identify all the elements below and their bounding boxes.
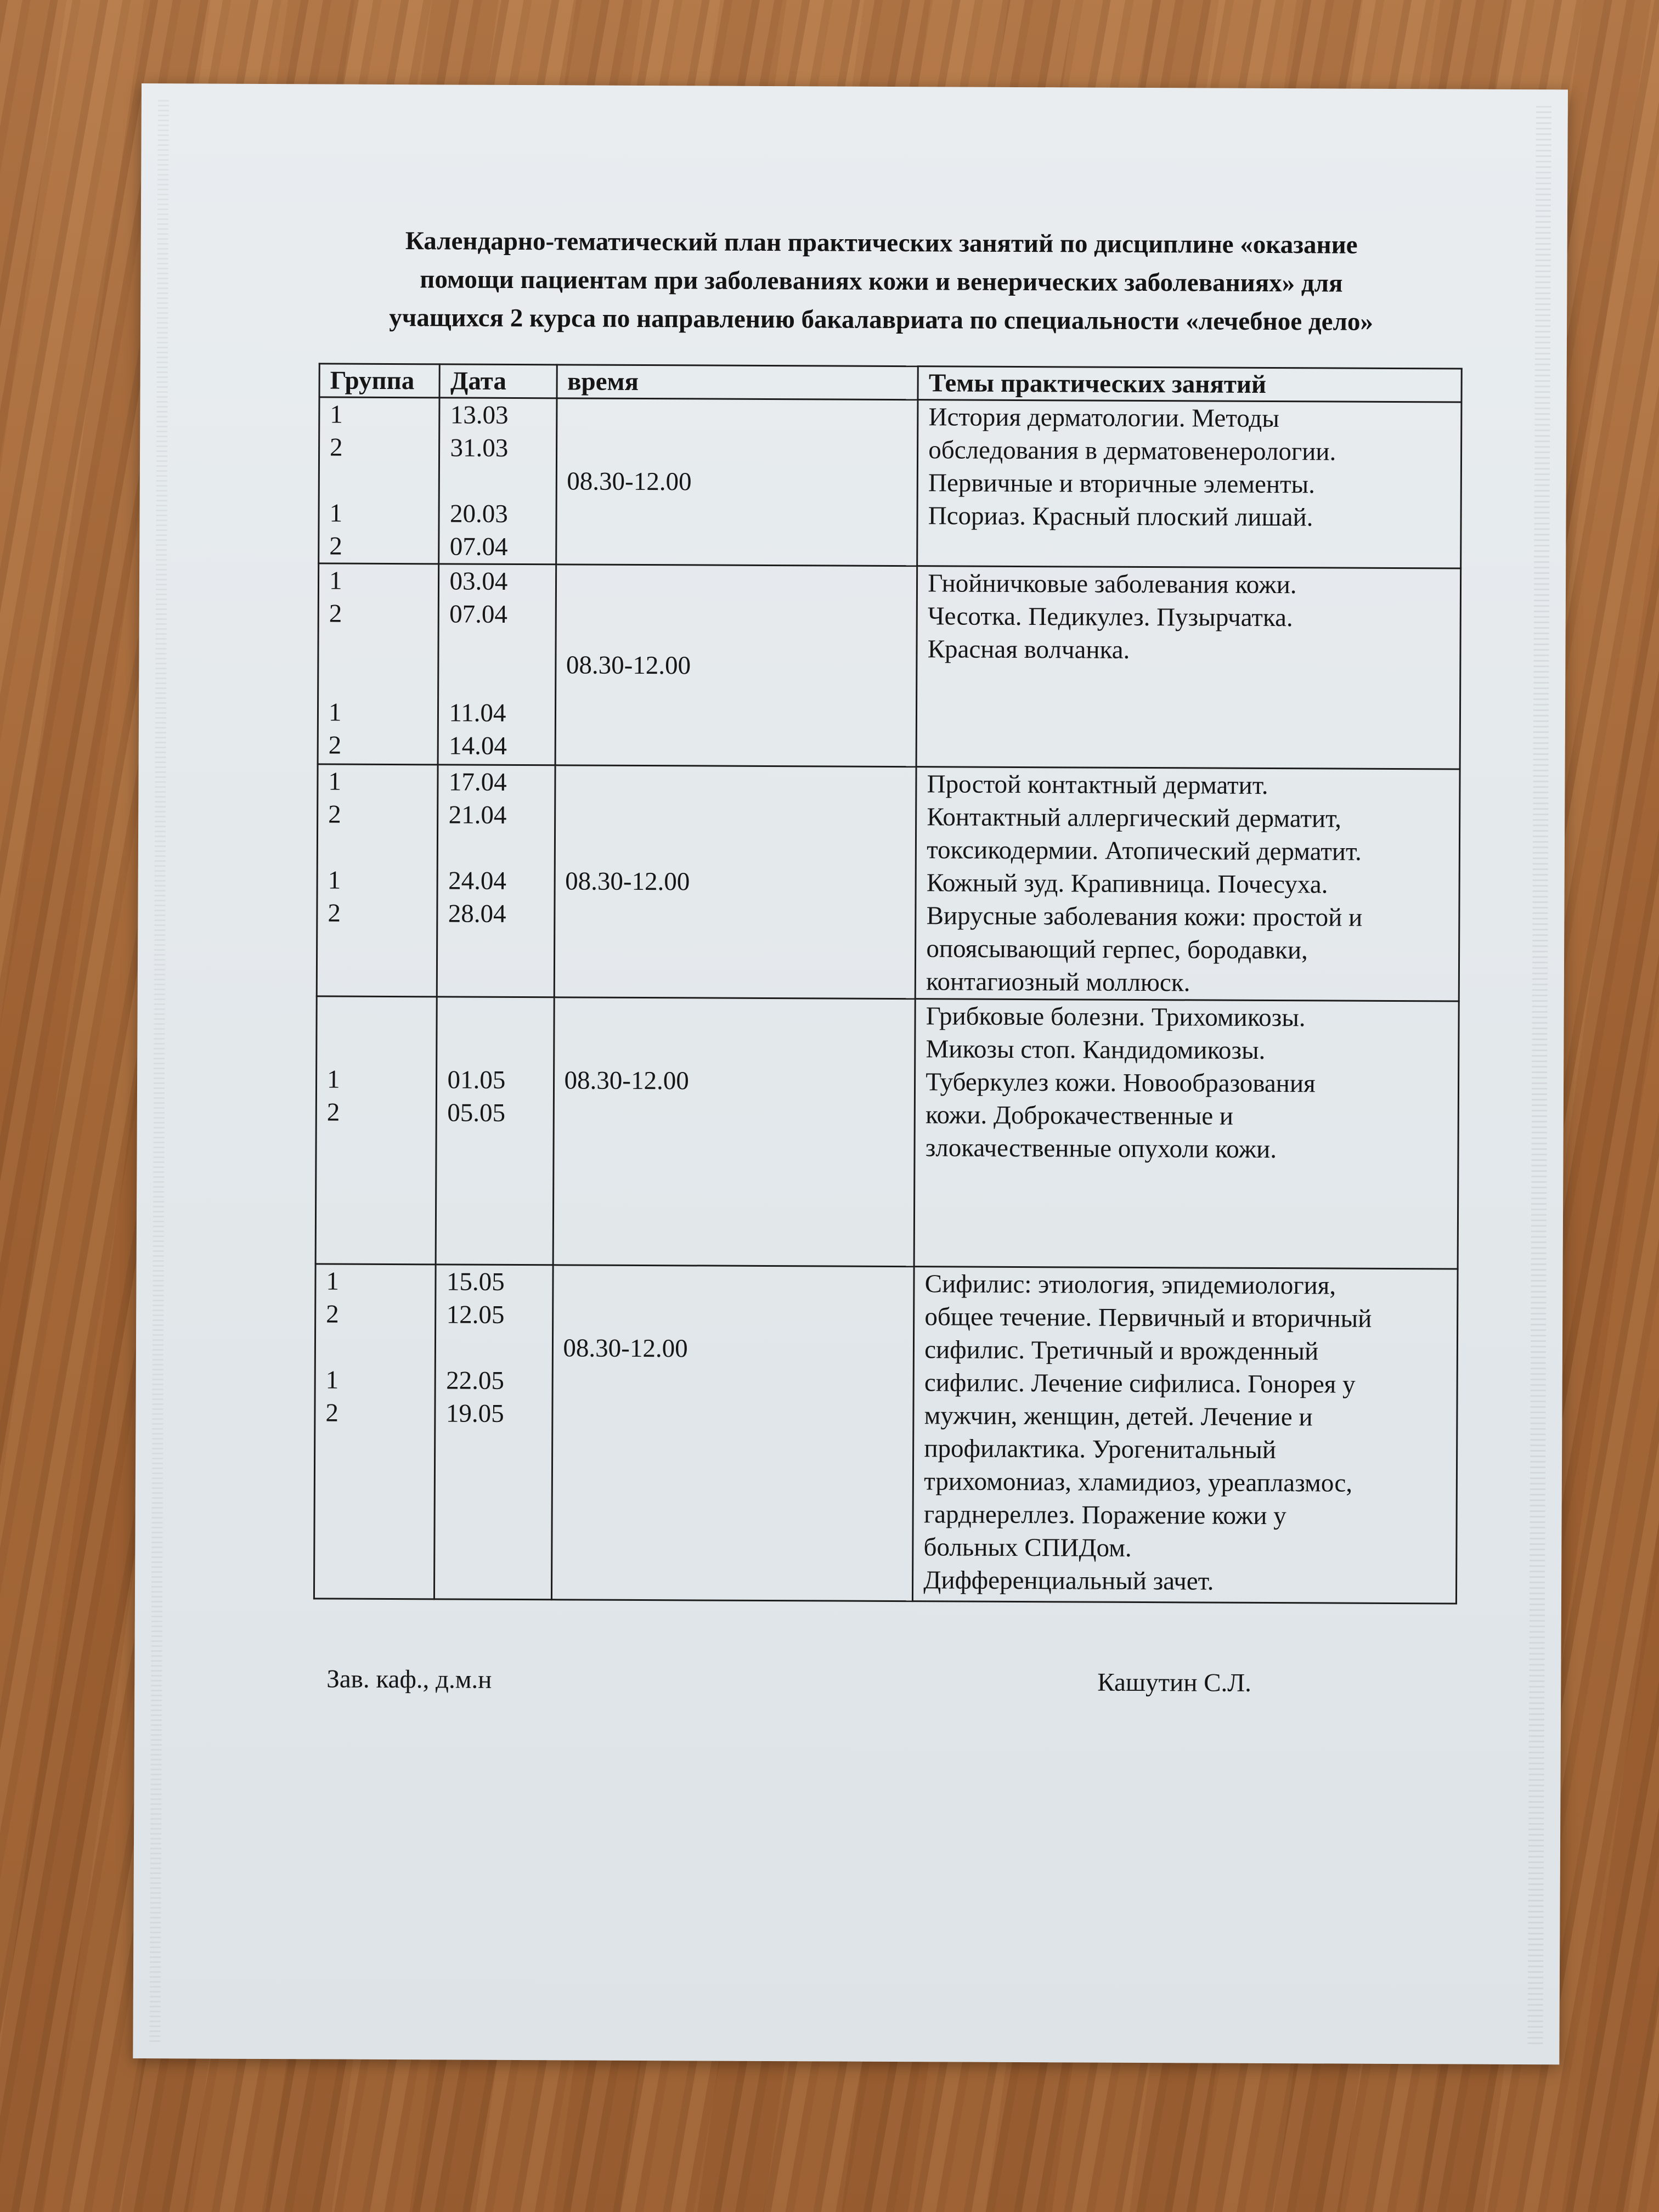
- group-cell: [314, 1264, 436, 1599]
- table-header-row: [319, 364, 1462, 402]
- topic-line: опоясывающий герпес, бородавки,: [926, 934, 1308, 965]
- group-value: 2: [325, 1398, 339, 1427]
- group-value: [327, 1030, 436, 1063]
- group-value: 1: [325, 1365, 339, 1395]
- date-value: 12.05: [446, 1300, 505, 1329]
- header-time: время: [557, 365, 918, 400]
- group-value: 2: [326, 1300, 339, 1329]
- date-value: 01.05: [447, 1065, 506, 1094]
- table-row: [319, 397, 1462, 568]
- time-cell: 08.30-12.00: [556, 398, 918, 566]
- date-value: [450, 464, 555, 498]
- date-value: 13.03: [450, 400, 509, 430]
- topic-cell: [916, 566, 1460, 769]
- header-topic: Темы практических занятий: [918, 366, 1462, 402]
- topic-line: Контактный аллергический дерматит,: [927, 803, 1342, 833]
- topic-line: мужчин, женщин, детей. Лечение и: [924, 1401, 1313, 1432]
- date-value: [448, 997, 553, 1031]
- topic-line: больных СПИДом.: [923, 1533, 1132, 1562]
- topic-line: общее течение. Первичный и вторичный: [924, 1302, 1372, 1333]
- topic-line: История дерматологии. Методы: [928, 403, 1280, 433]
- table-row: [317, 764, 1460, 1001]
- date-cell: [436, 997, 554, 1265]
- signatory-name: Кашутин С.Л.: [1097, 1668, 1252, 1697]
- table-row: [318, 563, 1461, 769]
- date-value: 05.05: [447, 1098, 506, 1127]
- topic-line: злокачественные опухоли кожи.: [925, 1133, 1277, 1164]
- group-value: [329, 663, 438, 696]
- date-value: [448, 831, 554, 865]
- group-value: 1: [329, 499, 343, 528]
- topic-line: Туберкулез кожи. Новообразования: [926, 1068, 1316, 1098]
- group-value: 2: [326, 1098, 340, 1127]
- topic-line: Дифференциальный зачет.: [923, 1566, 1214, 1596]
- date-value: 15.05: [446, 1267, 505, 1296]
- topic-line: профилактика. Урогенитальный: [924, 1434, 1277, 1465]
- group-value: [327, 997, 436, 1030]
- topic-line: Псориаз. Красный плоский лишай.: [928, 501, 1313, 532]
- topic-line: Красная волчанка.: [927, 635, 1130, 664]
- group-cell: [319, 397, 440, 564]
- group-value: 1: [328, 767, 342, 796]
- topic-line: контагиозный моллюск.: [926, 967, 1190, 997]
- document-title: [305, 221, 1458, 341]
- topic-line: Сифилис: этиология, эпидемиология,: [924, 1269, 1336, 1300]
- time-cell: 08.30-12.00: [551, 1265, 914, 1601]
- date-cell: [437, 765, 555, 997]
- topic-cell: [913, 1267, 1458, 1604]
- group-value: [329, 630, 438, 664]
- topic-line: кожи. Доброкачественные и: [925, 1101, 1234, 1131]
- group-cell: [315, 996, 437, 1265]
- date-cell: [439, 398, 556, 565]
- date-value: [449, 663, 555, 697]
- title-line-2: помощи пациентам при заболеваниях кожи и венерических заболеваниях» для: [420, 265, 1343, 298]
- table-row: [314, 1264, 1458, 1604]
- topic-line: сифилис. Третичный и врожденный: [924, 1335, 1319, 1366]
- group-value: 1: [330, 400, 343, 429]
- date-value: 20.03: [449, 499, 508, 528]
- date-value: 31.03: [450, 433, 509, 462]
- group-value: [330, 464, 439, 498]
- paper-sheet: [133, 83, 1568, 2064]
- table-row: [315, 996, 1459, 1269]
- group-cell: [317, 764, 438, 997]
- date-value: 22.05: [446, 1366, 505, 1395]
- group-value: 2: [328, 731, 342, 760]
- group-value: 2: [329, 532, 342, 561]
- topic-line: Первичные и вторичные элементы.: [928, 469, 1316, 499]
- group-value: 2: [328, 800, 341, 829]
- topic-cell: [914, 999, 1459, 1269]
- date-value: 28.04: [448, 899, 506, 928]
- topic-line: гарднереллез. Поражение кожи у: [923, 1500, 1286, 1531]
- topic-line: Грибковые болезни. Трихомикозы.: [926, 1002, 1306, 1032]
- group-value: 1: [326, 1065, 340, 1094]
- topic-line: Гнойничковые заболевания кожи.: [928, 569, 1297, 600]
- date-value: 24.04: [448, 866, 506, 895]
- topic-line: обследования в дерматовенерологии.: [928, 436, 1336, 466]
- date-value: [446, 1331, 551, 1364]
- topic-line: сифилис. Лечение сифилиса. Гонорея у: [924, 1368, 1356, 1399]
- topic-line: Чесотка. Педикулез. Пузырчатка.: [927, 602, 1293, 633]
- group-value: 2: [329, 433, 343, 462]
- date-value: [448, 1030, 553, 1064]
- time-cell: 08.30-12.00: [555, 565, 917, 767]
- group-value: [328, 831, 437, 864]
- signatory-position: Зав. каф., д.м.н: [326, 1664, 492, 1694]
- topic-cell: [915, 767, 1460, 1001]
- date-value: 21.04: [448, 800, 507, 830]
- header-date: Дата: [439, 364, 556, 398]
- topic-line: Микозы стоп. Кандидомикозы.: [926, 1035, 1266, 1065]
- group-value: 2: [329, 599, 342, 628]
- topic-cell: [917, 400, 1462, 568]
- date-value: 11.04: [449, 698, 506, 727]
- group-value: 1: [328, 698, 342, 727]
- topic-line: Простой контактный дерматит.: [927, 770, 1268, 800]
- group-value: 1: [329, 566, 342, 595]
- header-group: Группа: [319, 364, 440, 398]
- date-value: 14.04: [449, 731, 507, 760]
- date-cell: [438, 564, 556, 765]
- group-value: [326, 1330, 435, 1364]
- date-value: 07.04: [449, 600, 508, 629]
- topic-line: Кожный зуд. Крапивница. Почесуха.: [926, 868, 1328, 899]
- date-cell: [435, 1265, 553, 1600]
- group-cell: [318, 563, 439, 765]
- topic-line: Вирусные заболевания кожи: простой и: [926, 901, 1363, 932]
- date-value: 03.04: [449, 567, 508, 596]
- date-value: 19.05: [445, 1399, 504, 1428]
- group-value: 1: [326, 1267, 340, 1296]
- date-value: 07.04: [449, 532, 508, 561]
- schedule-table: [313, 363, 1463, 1604]
- group-value: 1: [328, 866, 341, 895]
- time-cell: 08.30-12.00: [554, 765, 917, 999]
- date-value: [449, 630, 555, 664]
- group-value: 2: [328, 899, 341, 928]
- topic-line: токсикодермии. Атопический дерматит.: [927, 836, 1362, 866]
- topic-line: трихомониаз, хламидиоз, уреаплазмос,: [924, 1467, 1353, 1498]
- title-line-1: Календарно-тематический план практических занятий по дисциплине «оказание: [405, 227, 1358, 259]
- date-value: 17.04: [448, 768, 507, 797]
- time-cell: 08.30-12.00: [553, 997, 916, 1267]
- title-line-3: учащихся 2 курса по направлению бакалавриата по специальности «лечебное дело»: [389, 303, 1374, 336]
